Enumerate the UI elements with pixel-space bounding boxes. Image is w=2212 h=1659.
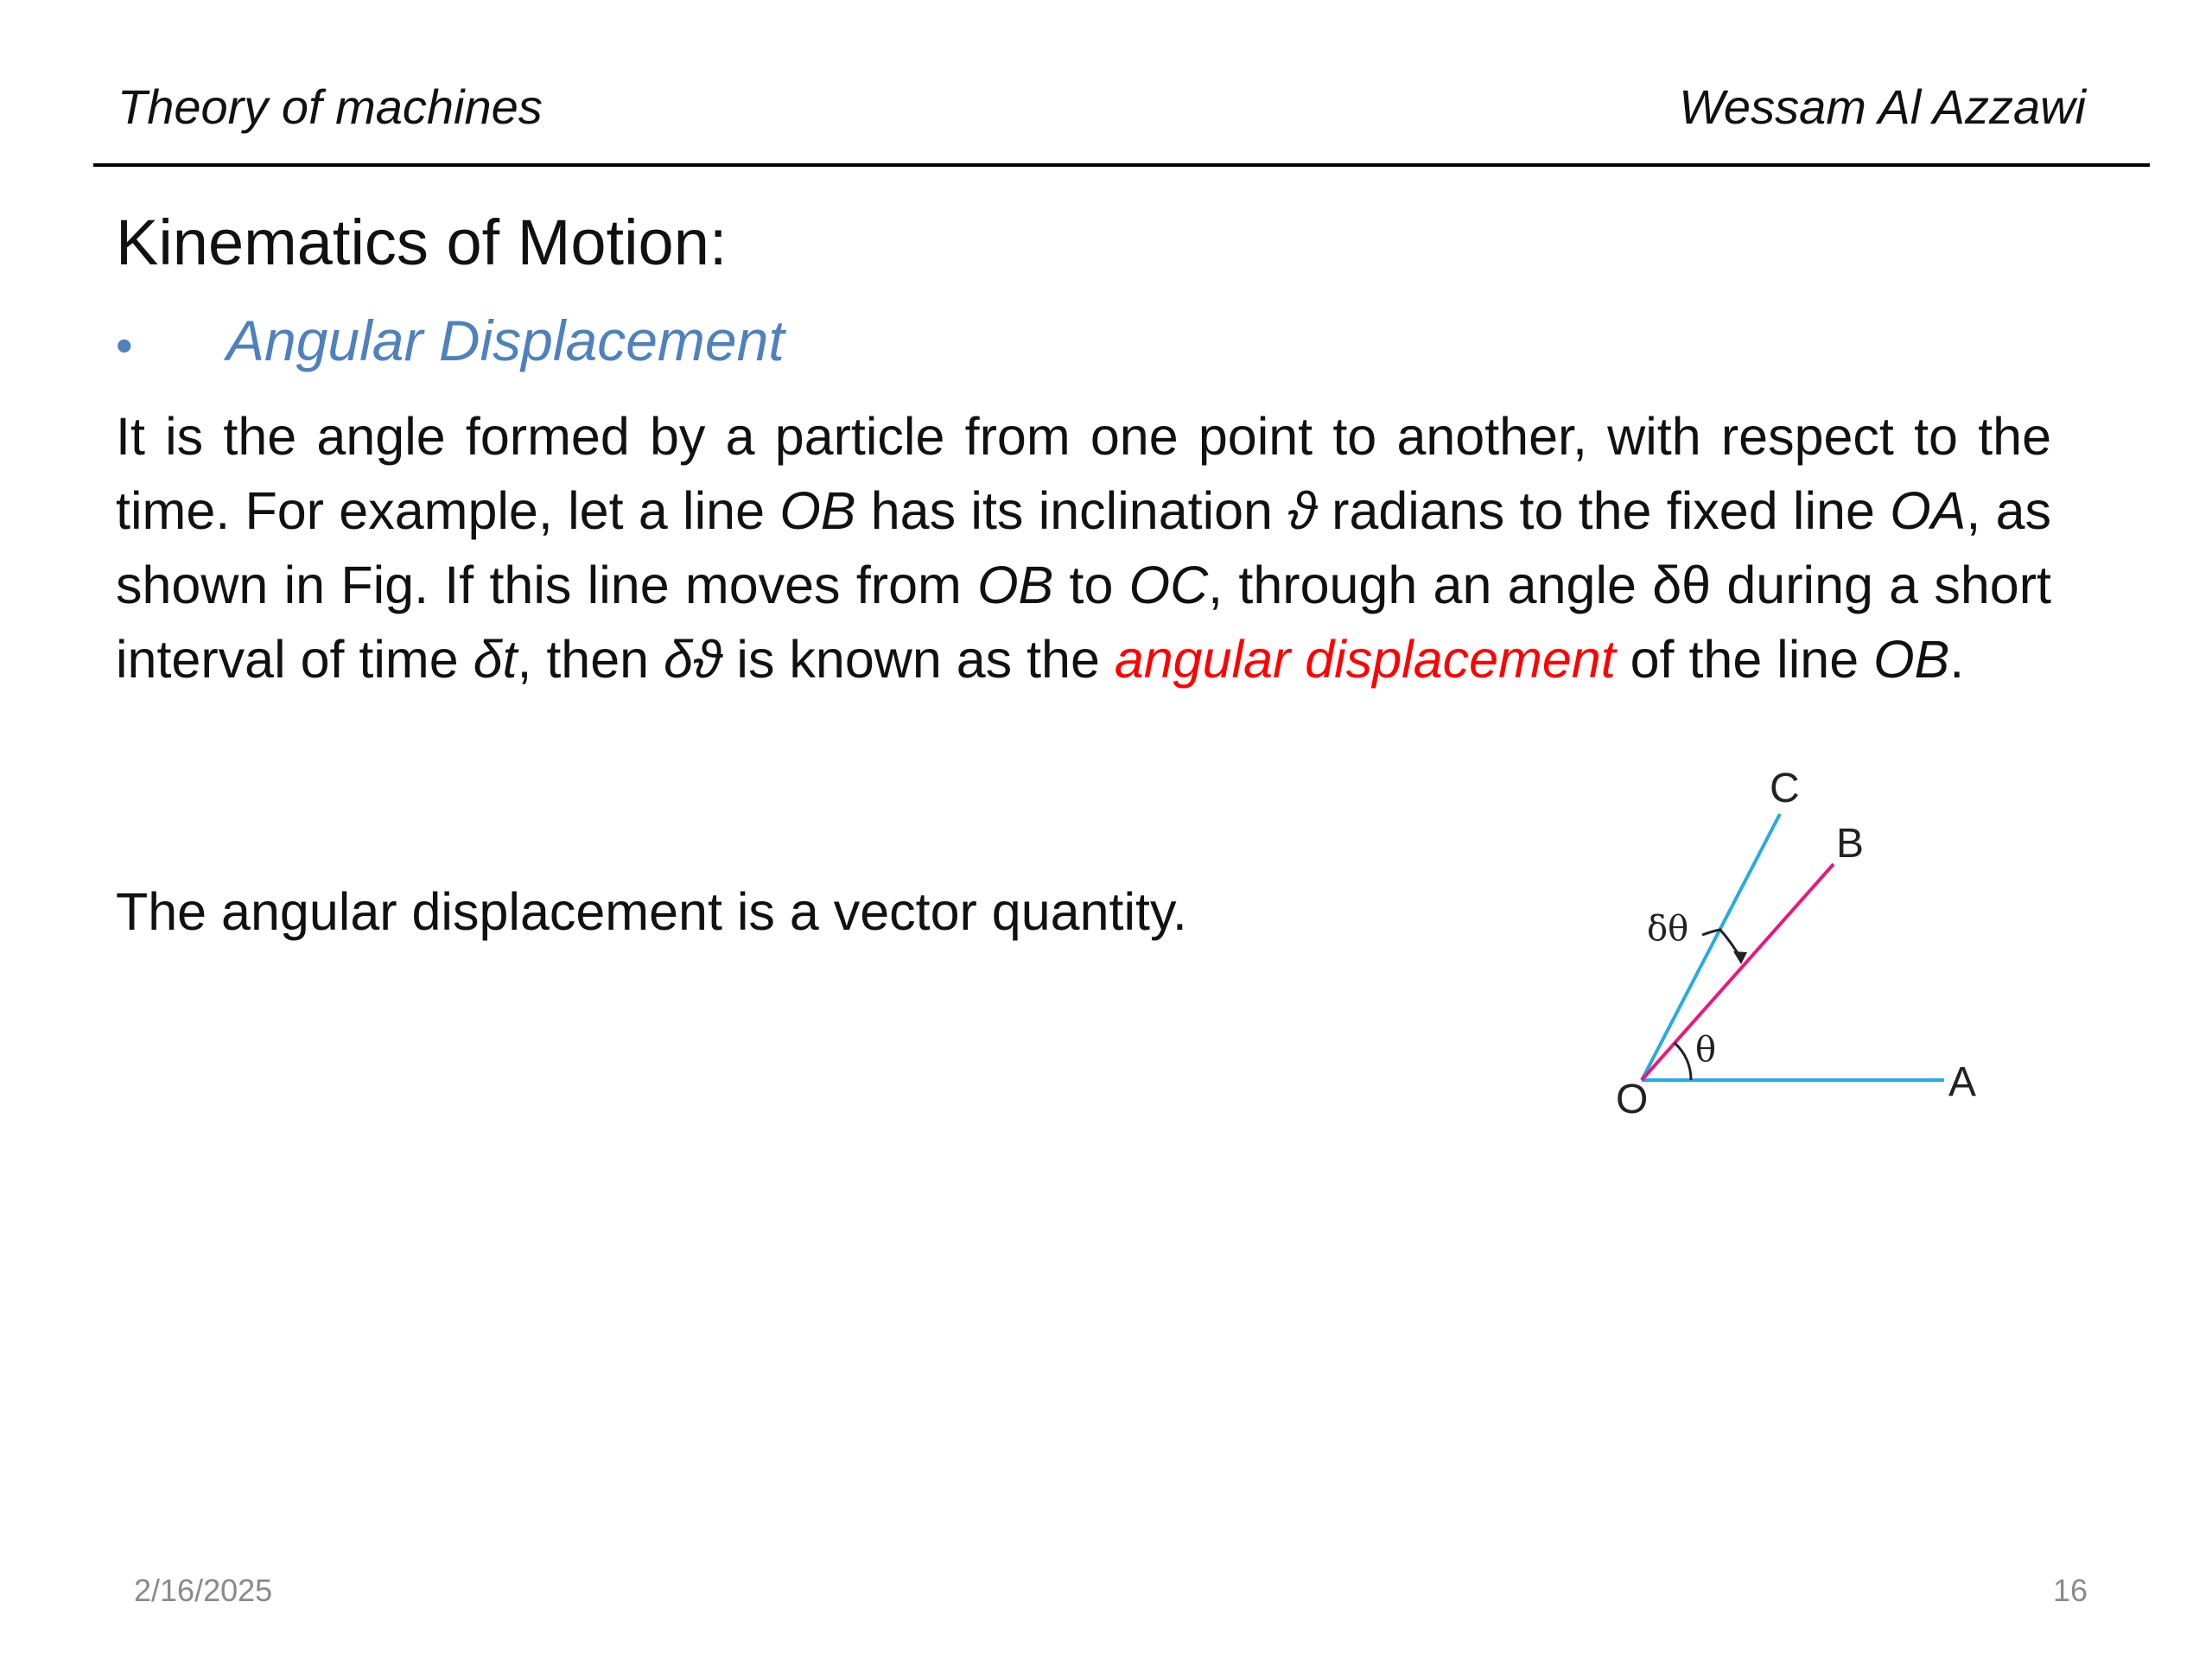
label-delta-theta: δθ xyxy=(1647,909,1689,949)
definition-paragraph: It is the angle formed by a particle from one point to another, with respect to the time. For example, let a line OB has its inclination ϑ radians to the fixed line OA, as shown in Fig. If this line moves from OB to OC, through an angle δθ during a short interval of time δt, then δϑ is known as the angular displacement of the line OB. xyxy=(116,407,2052,689)
bullet-item xyxy=(116,309,785,372)
label-b: B xyxy=(1836,821,1865,867)
angular-displacement-figure xyxy=(1581,752,2013,1141)
header-author: Wessam Al Azzawi xyxy=(1679,79,2086,134)
page-number: 16 xyxy=(2052,1573,2088,1608)
theta-arc xyxy=(1675,1043,1691,1080)
vector-statement: The angular displacement is a vector quantity. xyxy=(116,882,1187,941)
footer-date: 2/16/2025 xyxy=(134,1573,273,1608)
slide-title: Kinematics of Motion: xyxy=(116,207,728,278)
bullet-text: Angular Displacement xyxy=(226,308,785,372)
highlighted-term: angular displacement xyxy=(1114,630,1616,689)
label-theta: θ xyxy=(1695,1030,1717,1070)
label-c: C xyxy=(1770,766,1800,811)
label-o: O xyxy=(1616,1077,1649,1122)
header-course-title: Theory of machines xyxy=(118,79,543,134)
header-divider xyxy=(93,163,2150,167)
label-a: A xyxy=(1948,1059,1977,1105)
bullet-icon: • xyxy=(116,317,133,372)
